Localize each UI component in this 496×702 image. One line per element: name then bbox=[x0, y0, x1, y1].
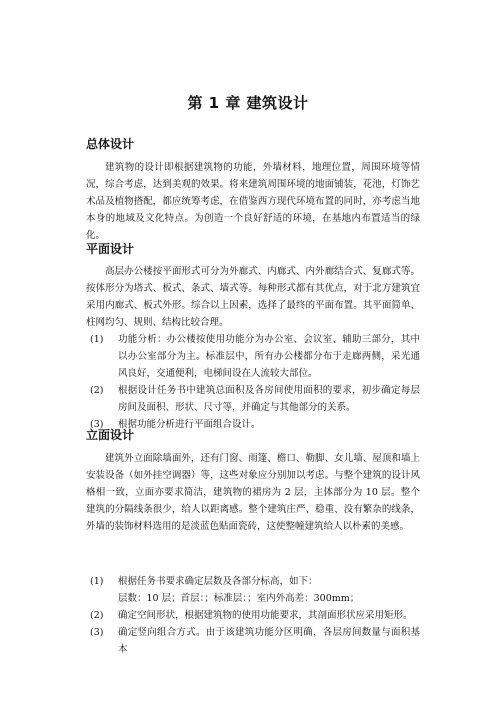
list-text: 确定空间形状，根据建筑物的使用功能要求，其剖面形状应采用矩形。 bbox=[118, 610, 413, 621]
list-subline: 层数：10 层；首层：；标准层：；室内外高差：300mm； bbox=[118, 593, 360, 604]
list-number: (1) bbox=[90, 576, 104, 587]
list-text: 根据设计任务书中建筑总面积及各房间使用面积的要求，初步确定每层房间及面积、形状、尺寸等，并确定与其他部分的关系。 bbox=[118, 385, 420, 413]
list-item bbox=[86, 573, 420, 590]
paragraph-plan: 高层办公楼按平面形式可分为外廊式、内廊式、内外廊结合式、复廊式等。按体形分为塔式、板式、条式、墙式等。每种形式都有其优点，对于北方建筑宜采用内廊式、板式外形。综合以上因素，选择了最终的平面布置。其平面简单、柱网均匀、规则、结构比较合理。 bbox=[86, 266, 420, 328]
list-number: (3) bbox=[90, 419, 104, 430]
list-item bbox=[86, 607, 420, 624]
list-number: (3) bbox=[90, 627, 104, 638]
list-item bbox=[86, 382, 420, 416]
list-text: 功能分析：办公楼按使用功能分为办公室、会议室、辅助三部分，其中以办公室部分为主。标准层中，所有办公楼都分布于走廊两侧，采光通风良好，交通便利，电梯间设在人流较大部位。 bbox=[118, 334, 420, 379]
paragraph-elevation: 建筑外立面除墙面外，还有门窗、雨篷、檐口、勒脚、女儿墙、屋顶和墙上安装设备（如外挂空调器）等，这些对象应分别加以考虑。与整个建筑的设计风格相一致，立面亦要求简洁，建筑物的裙房为 2 层，主体部分为 10 层。整个建筑的分隔线条很少，给人以距离感。整个建筑庄严、稳重、没有繁杂的线条，外墙的装饰材料选用的是淡蓝色贴面瓷砖，这使整幢建筑给人以朴素的美感。 bbox=[86, 453, 420, 532]
paragraph-overall: 建筑物的设计即根据建筑物的功能，外墙材料，地理位置，周围环境等情况，综合考虑，达到美观的效果。将来建筑周围环境的地面铺装，花池，灯饰艺术品及植物搭配，都应统筹考虑，在借鉴西方现代环境布置的同时，亦考虑当地本身的地域及文化特点。为创造一个良好舒适的环境，在基地内布置适当的绿化。 bbox=[86, 162, 420, 241]
list-text: 根据任务书要求确定层数及各部分标高，如下： bbox=[118, 576, 318, 587]
elevation-list bbox=[86, 573, 420, 658]
list-number: (1) bbox=[90, 334, 104, 345]
list-item bbox=[86, 624, 420, 658]
list-item bbox=[86, 331, 420, 382]
chapter-title: 第 1 章 建筑设计 bbox=[187, 94, 309, 112]
list-text: 确定竖向组合方式。由于该建筑功能分区明确，各层房间数量与面积基本 bbox=[118, 627, 420, 655]
list-number: (2) bbox=[90, 385, 104, 396]
list-text: 根据功能分析进行平面组合设计。 bbox=[118, 419, 261, 430]
section-heading-elevation: 立面设计 bbox=[86, 428, 135, 442]
plan-list bbox=[86, 331, 420, 433]
list-number: (2) bbox=[90, 610, 104, 621]
section-heading-overall: 总体设计 bbox=[86, 137, 135, 151]
section-heading-plan: 平面设计 bbox=[86, 242, 135, 256]
list-item bbox=[86, 416, 420, 433]
